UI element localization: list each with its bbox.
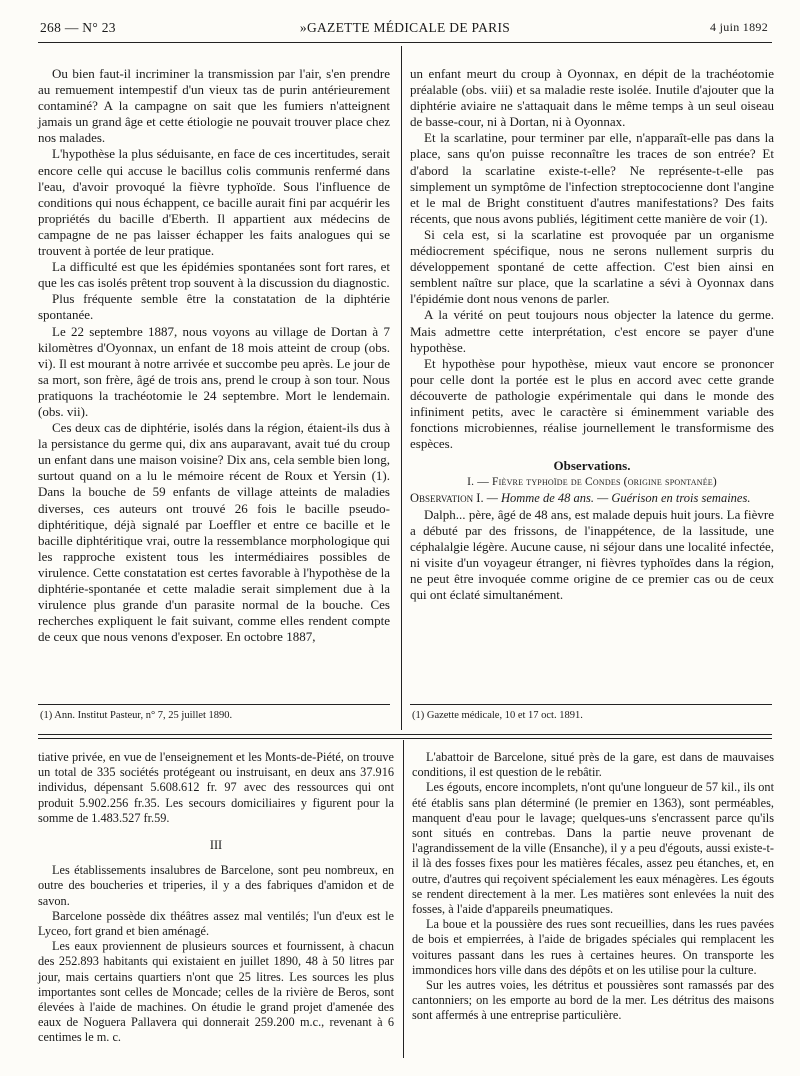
page-number: 268 — N° 23 <box>40 20 116 35</box>
observation-heading <box>410 490 774 506</box>
paragraph: Les établissements insalubres de Barcelone, sont peu nombreux, en outre des boucheries et triperies, il y a des fabriques d'amidon et de savon. <box>38 863 394 908</box>
paragraph: Dalph... père, âgé de 48 ans, est malade depuis huit jours. La fièvre a débuté par des frissons, de l'inappétence, de la lassitude, une céphalalgie légère. Aucune cause, ni séjour dans une localité infectée, ni visite d'un voyageur étranger, ni fièvres typhoïdes dans la région, ne peut être invoquée comme origine de ce premier cas ou de ceux qui ont éclaté simultanément. <box>410 506 774 602</box>
paragraph: Si cela est, si la scarlatine est provoquée par un organisme médiocrement spécifique, nous ne serons nullement surpris du développement spontané de cette affection. C'est bien ainsi en semblent naître sur place, que la scarlatine a sévi à Oyonnax dans l'épidémie dont nous venons de parler. <box>410 226 774 307</box>
paragraph: Les égouts, encore incomplets, n'ont qu'une longueur de 57 kil., ils ont été établis sans plan déterminé (le premier en 1363), sont perméables, manquent d'eau pour le lavage; quelques-uns s'encrassent parce qu'ils sont situés en contrebas. Dans la partie neuve provenant de l'agrandissement de la ville (Ensanche), il y a peu d'égouts, aussi existe-t-il là des fosses fixes pour les matières fécales, assez peu étanches, et, en outre, d'autres qui reçoivent spécialement les eaux ménagères. Les égouts se rendent directement à la mer. Les matières sont enlevées la nuit des fosses, à l'aide d'appareils pneumatiques. <box>412 780 774 917</box>
paragraph: Barcelone possède dix théâtres assez mal ventilés; l'un d'eux est le Lyceo, fort grand et bien aménagé. <box>38 908 394 939</box>
bottom-left-column <box>38 750 394 1046</box>
paragraph: A la vérité on peut toujours nous objecter la latence du germe. Mais admettre cette interprétation, c'est encore se payer d'une hypothèse. <box>410 307 774 355</box>
section-rule <box>38 734 772 735</box>
issue-date: 4 juin 1892 <box>710 20 768 34</box>
paragraph: un enfant meurt du croup à Oyonnax, en dépit de la trachéotomie préalable (obs. viii) et sa maladie reste isolée. Inutile d'ajouter que la diphtérie aviaire ne s'attaquait dans le même temps à un seul oiseau de basse-cour, ni à Dortan, ni à Oyonnax. <box>410 66 774 130</box>
top-right-column <box>410 66 774 603</box>
paragraph: Et hypothèse pour hypothèse, mieux vaut encore se prononcer pour celle dont la portée est le plus en accord avec cette grande découverte de pathologie expérimentale qui dans le monde des infiniment petits, avec le caractère si éminemment variable des fonctions microbiennes, réalise journellement le transformisme des espèces. <box>410 355 774 452</box>
paragraph: La difficulté est que les épidémies spontanées sont fort rares, et que les cas isolés prêtent trop souvent à la discussion du diagnostic. <box>38 259 390 291</box>
top-left-column <box>38 66 390 645</box>
footnote-rule-left <box>38 704 390 705</box>
header-rule <box>38 42 772 43</box>
paragraph: tiative privée, en vue de l'enseignement et les Monts-de-Piété, on trouve un total de 335 sociétés protégeant ou instruisant, en deux ans 37.916 individus, dépensant 5.608.612 fr. 97 avec des ressources qui ont produit 5.902.256 fr.35. Les secours domiciliaires y figurent pour la somme de 1.483.527 fr.59. <box>38 750 394 825</box>
footnote-right: (1) Gazette médicale, 10 et 17 oct. 1891. <box>412 710 583 721</box>
journal-title: »GAZETTE MÉDICALE DE PARIS <box>299 20 511 35</box>
paragraph: Plus fréquente semble être la constatation de la diphtérie spontanée. <box>38 291 390 323</box>
footnote-rule-right <box>410 704 772 705</box>
section-number: III <box>209 838 223 853</box>
observation-subtitle: I. — Fièvre typhoïde de Condes (origine spontanée) <box>467 476 717 489</box>
paragraph: Ou bien faut-il incriminer la transmission par l'air, s'en prendre au remuement intempestif d'un vieux tas de purin antérieurement contaminé? A la campagne on sait que les fumiers n'atteignent jamais un grand âge et cette étiologie ne pouvait trouver place chez nos malades. <box>38 66 390 146</box>
paragraph: L'abattoir de Barcelone, situé près de la gare, est dans de mauvaises conditions, il est question de le rebâtir. <box>412 750 774 780</box>
paragraph: Ces deux cas de diphtérie, isolés dans la région, étaient-ils dus à la persistance du germe qui, dix ans auparavant, avait tué du croup un enfant dans une maison voisine? Dix ans, cela semble bien long, surtout quand on a lu le mémoire récent de Roux et Yersin (1). Dans la bouche de 59 enfants de village atteints de maladies diverses, ces auteurs ont trouvé 26 fois le bacille pseudo-diphtéritique, déjà signalé par Loeffler et entre ce bacille et le bacille diphtéritique vrai, outre la ressemblance morphologique qui les rapproche existent tous les intermédiaires possibles de virulence. Cette constatation est certes favorable à l'hypothèse de la diphtérie-spontanée et cette maladie serait simplement due à la virulence plus grande d'un parasite normal de la bouche. Ces recherches expliquent le fait suivant, comme elles rendent compte de ceux que nous venons d'exposer. En octobre 1887, <box>38 420 390 645</box>
observation-summary: — Homme de 48 ans. — Guérison en trois semaines. <box>483 491 751 506</box>
paragraph: Sur les autres voies, les détritus et poussières sont ramassés par des cantonniers; on les emporte au bord de la mer. Les détritus des maisons sont affermés à une entreprise particulière. <box>412 978 774 1023</box>
paragraph: Et la scarlatine, pour terminer par elle, n'apparaît-elle pas dans la place, sans qu'on puisse reconnaître les traces de son entrée? Et d'abord la scarlatine existe-t-elle? Ne représente-t-elle pas simplement un symptôme de l'infection streptococienne dont l'angine et le mal de Bright constituent d'autres manifestations? Des faits récents, que nous avons publiés, légitiment cette manière de voir (1). <box>410 130 774 226</box>
paragraph: La boue et la poussière des rues sont recueillies, dans les rues pavées de bois et empierrées, à l'aide de brigades spéciales qui remplacent les voitures passant dans les rues à certaines heures. On transporte les immondices hors ville dans des dépôts et on les utilise pour la culture. <box>412 917 774 977</box>
observation-label: Observation I. <box>410 491 484 506</box>
column-divider <box>401 46 402 730</box>
observations-heading: Observations. <box>553 458 631 474</box>
paragraph: Le 22 septembre 1887, nous voyons au village de Dortan à 7 kilomètres d'Oyonnax, un enfant de 18 mois atteint de croup (obs. vi). Il est mourant à notre arrivée et succombe peu après. Le jour de sa mort, son frère, âgé de trois ans, prend le croup à son tour. Nous pratiquons la trachéotomie le 24 septembre. Mort le lendemain. (obs. vii). <box>38 323 390 419</box>
footnote-left: (1) Ann. Institut Pasteur, n° 7, 25 juillet 1890. <box>40 710 233 721</box>
paragraph: Les eaux proviennent de plusieurs sources et fournissent, à chacun des 252.893 habitants qui existaient en juillet 1890, 48 à 50 litres par jour, mais certains quartiers n'ont que 25 litres. Les sources les plus importantes sont celles de Moncade; celles de la rivière de Beros, sont élevées à l'aide de machines. On étudie le grand projet d'amenée des eaux de Noguera Pallavera qui donnerait 259.200 m.c., revenant à 6 centimes le m. c. <box>38 939 394 1045</box>
section-rule-thin <box>38 738 772 739</box>
paragraph: L'hypothèse la plus séduisante, en face de ces incertitudes, serait encore celle qui accuse le bacillus colis communis renfermé dans l'eau, d'avoir provoqué la fièvre typhoïde. Sous l'influence de conditions qui nous échappent, ce bacille aurait fini par acquérir les propriétés du bacille d'Eberth. Il appartient aux médecins de campagne de ne pas laisser échapper les faits analogues qui se trouvent à portée de leur pratique. <box>38 146 390 259</box>
page-header <box>38 16 772 40</box>
column-divider-bottom <box>403 740 404 1058</box>
bottom-right-column <box>412 750 774 1024</box>
